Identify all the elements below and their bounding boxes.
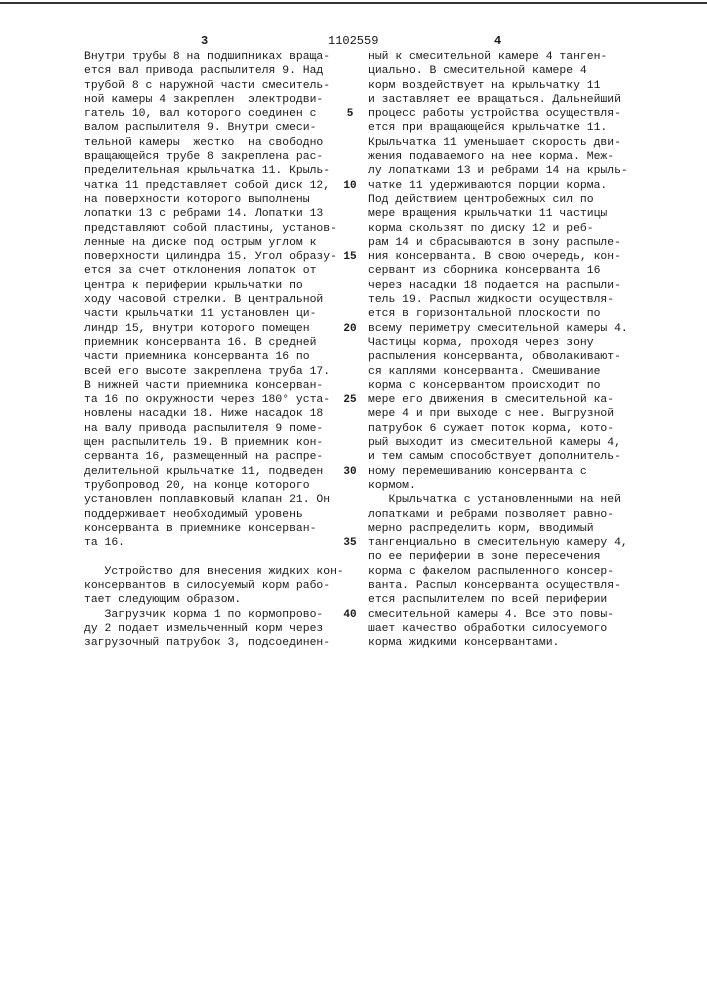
text-line: корма жидкими консервантами. <box>368 636 628 650</box>
text-line: на валу привода распылителя 9 поме- <box>84 422 344 436</box>
text-line: чатке 11 удерживаются порции корма. <box>368 179 628 193</box>
text-line: трубой 8 с наружной части смеситель- <box>84 79 344 93</box>
line-number: 35 <box>338 537 362 549</box>
text-line: и заставляет ее вращаться. Дальнейший <box>368 93 628 107</box>
text-line: вращающейся трубе 8 закреплена рас- <box>84 150 344 164</box>
text-line: смесительной камеры 4. Все это повы- <box>368 608 628 622</box>
text-line: жения подаваемого на нее корма. Меж- <box>368 150 628 164</box>
text-line: кормом. <box>368 479 628 493</box>
text-line: тель 19. Распыл жидкости осуществля- <box>368 293 628 307</box>
text-line: поверхности цилиндра 15. Угол образу- <box>84 250 344 264</box>
text-line: В нижней части приемника консерван- <box>84 379 344 393</box>
text-line: консервантов в силосуемый корм рабо- <box>84 579 344 593</box>
text-line: ный к смесительной камере 4 танген- <box>368 50 628 64</box>
right-text-column <box>368 50 628 650</box>
text-line: ходу часовой стрелки. В центральной <box>84 293 344 307</box>
text-line: через насадки 18 подается на распыли- <box>368 279 628 293</box>
text-line: делительной крыльчатке 11, подведен <box>84 465 344 479</box>
text-line: корма с консервантом происходит по <box>368 379 628 393</box>
text-line: серванта 16, размещенный на распре- <box>84 450 344 464</box>
text-line: Загрузчик корма 1 по кормопрово- <box>84 608 344 622</box>
text-line: шает качество обработки силосуемого <box>368 622 628 636</box>
text-line: по ее периферии в зоне пересечения <box>368 550 628 564</box>
top-rule <box>0 2 707 4</box>
text-line: трубопровод 20, на конце которого <box>84 479 344 493</box>
text-line: ванта. Распыл консерванта осуществля- <box>368 579 628 593</box>
line-number: 30 <box>338 466 362 478</box>
page-number-right: 4 <box>494 34 501 48</box>
text-line: ется распылителем по всей периферии <box>368 593 628 607</box>
text-line: та 16 по окружности через 180° уста- <box>84 393 344 407</box>
text-line: тангенциально в смесительную камеру 4, <box>368 536 628 550</box>
text-line: щен распылитель 19. В приемник кон- <box>84 436 344 450</box>
text-line: ется за счет отклонения лопаток от <box>84 264 344 278</box>
text-line: ния консерванта. В свою очередь, кон- <box>368 250 628 264</box>
text-line: установлен поплавковый клапан 21. Он <box>84 493 344 507</box>
text-line: части крыльчатки 11 установлен ци- <box>84 307 344 321</box>
text-line: мере вращения крыльчатки 11 частицы <box>368 207 628 221</box>
text-line: корма с факелом распыленного консер- <box>368 565 628 579</box>
text-line: на поверхности которого выполнены <box>84 193 344 207</box>
text-line <box>84 550 344 564</box>
text-line: ется при вращающейся крыльчатке 11. <box>368 121 628 135</box>
text-line: патрубок 6 сужает поток корма, кото- <box>368 422 628 436</box>
line-number: 10 <box>338 180 362 192</box>
line-number: 25 <box>338 394 362 406</box>
text-line: ному перемешиванию консерванта с <box>368 465 628 479</box>
text-line: корм воздействует на крыльчатку 11 <box>368 79 628 93</box>
line-number: 5 <box>338 108 362 120</box>
text-line: сервант из сборника консерванта 16 <box>368 264 628 278</box>
text-line: всему периметру смесительной камеры 4. <box>368 322 628 336</box>
text-line: мерно распределить корм, вводимый <box>368 522 628 536</box>
text-line: Крыльчатка с установленными на ней <box>368 493 628 507</box>
text-line: ленные на диске под острым углом к <box>84 236 344 250</box>
text-line: ду 2 подает измельченный корм через <box>84 622 344 636</box>
text-line: новлены насадки 18. Ниже насадок 18 <box>84 407 344 421</box>
text-line: ной камеры 4 закреплен электродви- <box>84 93 344 107</box>
text-line: загрузочный патрубок 3, подсоединен- <box>84 636 344 650</box>
text-line: приемник консерванта 16. В средней <box>84 336 344 350</box>
line-number: 40 <box>338 609 362 621</box>
text-line: поддерживает необходимый уровень <box>84 508 344 522</box>
text-line: чатка 11 представляет собой диск 12, <box>84 179 344 193</box>
text-line: центра к периферии крыльчатки по <box>84 279 344 293</box>
text-line: рам 14 и сбрасываются в зону распыле- <box>368 236 628 250</box>
line-number: 20 <box>338 323 362 335</box>
text-line: Устройство для внесения жидких кон- <box>84 565 344 579</box>
text-line: ется в горизонтальной плоскости по <box>368 307 628 321</box>
text-line: корма скользят по диску 12 и реб- <box>368 222 628 236</box>
text-line: тельной камеры жестко на свободно <box>84 136 344 150</box>
line-number: 15 <box>338 251 362 263</box>
text-line: гатель 10, вал которого соединен с <box>84 107 344 121</box>
text-line: представляют собой пластины, установ- <box>84 222 344 236</box>
text-line: распыления консерванта, обволакивают- <box>368 350 628 364</box>
patent-number: 1102559 <box>328 34 378 48</box>
left-text-column <box>84 50 344 650</box>
text-line: всей его высоте закреплена труба 17. <box>84 365 344 379</box>
text-line: Крыльчатка 11 уменьшает скорость дви- <box>368 136 628 150</box>
text-line: Внутри трубы 8 на подшипниках враща- <box>84 50 344 64</box>
text-line: и тем самым способствует дополнитель- <box>368 450 628 464</box>
text-line: мере 4 и при выходе с нее. Выгрузной <box>368 407 628 421</box>
text-line: Под действием центробежных сил по <box>368 193 628 207</box>
text-line: ется вал привода распылителя 9. Над <box>84 64 344 78</box>
text-line: рый выходит из смесительной камеры 4, <box>368 436 628 450</box>
page-number-left: 3 <box>201 34 208 48</box>
text-line: Частицы корма, проходя через зону <box>368 336 628 350</box>
text-line: консерванта в приемнике консерван- <box>84 522 344 536</box>
text-line: лу лопатками 13 и ребрами 14 на крыль- <box>368 164 628 178</box>
text-line: пределительная крыльчатка 11. Крыль- <box>84 164 344 178</box>
text-line: ся каплями консерванта. Смешивание <box>368 365 628 379</box>
text-line: та 16. <box>84 536 344 550</box>
text-line: линдр 15, внутри которого помещен <box>84 322 344 336</box>
text-line: части приемника консерванта 16 по <box>84 350 344 364</box>
text-line: процесс работы устройства осуществля- <box>368 107 628 121</box>
text-line: лопатками и ребрами позволяет равно- <box>368 508 628 522</box>
text-line: лопатки 13 с ребрами 14. Лопатки 13 <box>84 207 344 221</box>
text-line: валом распылителя 9. Внутри смеси- <box>84 121 344 135</box>
text-line: циально. В смесительной камере 4 <box>368 64 628 78</box>
text-line: мере его движения в смесительной ка- <box>368 393 628 407</box>
text-line: тает следующим образом. <box>84 593 344 607</box>
